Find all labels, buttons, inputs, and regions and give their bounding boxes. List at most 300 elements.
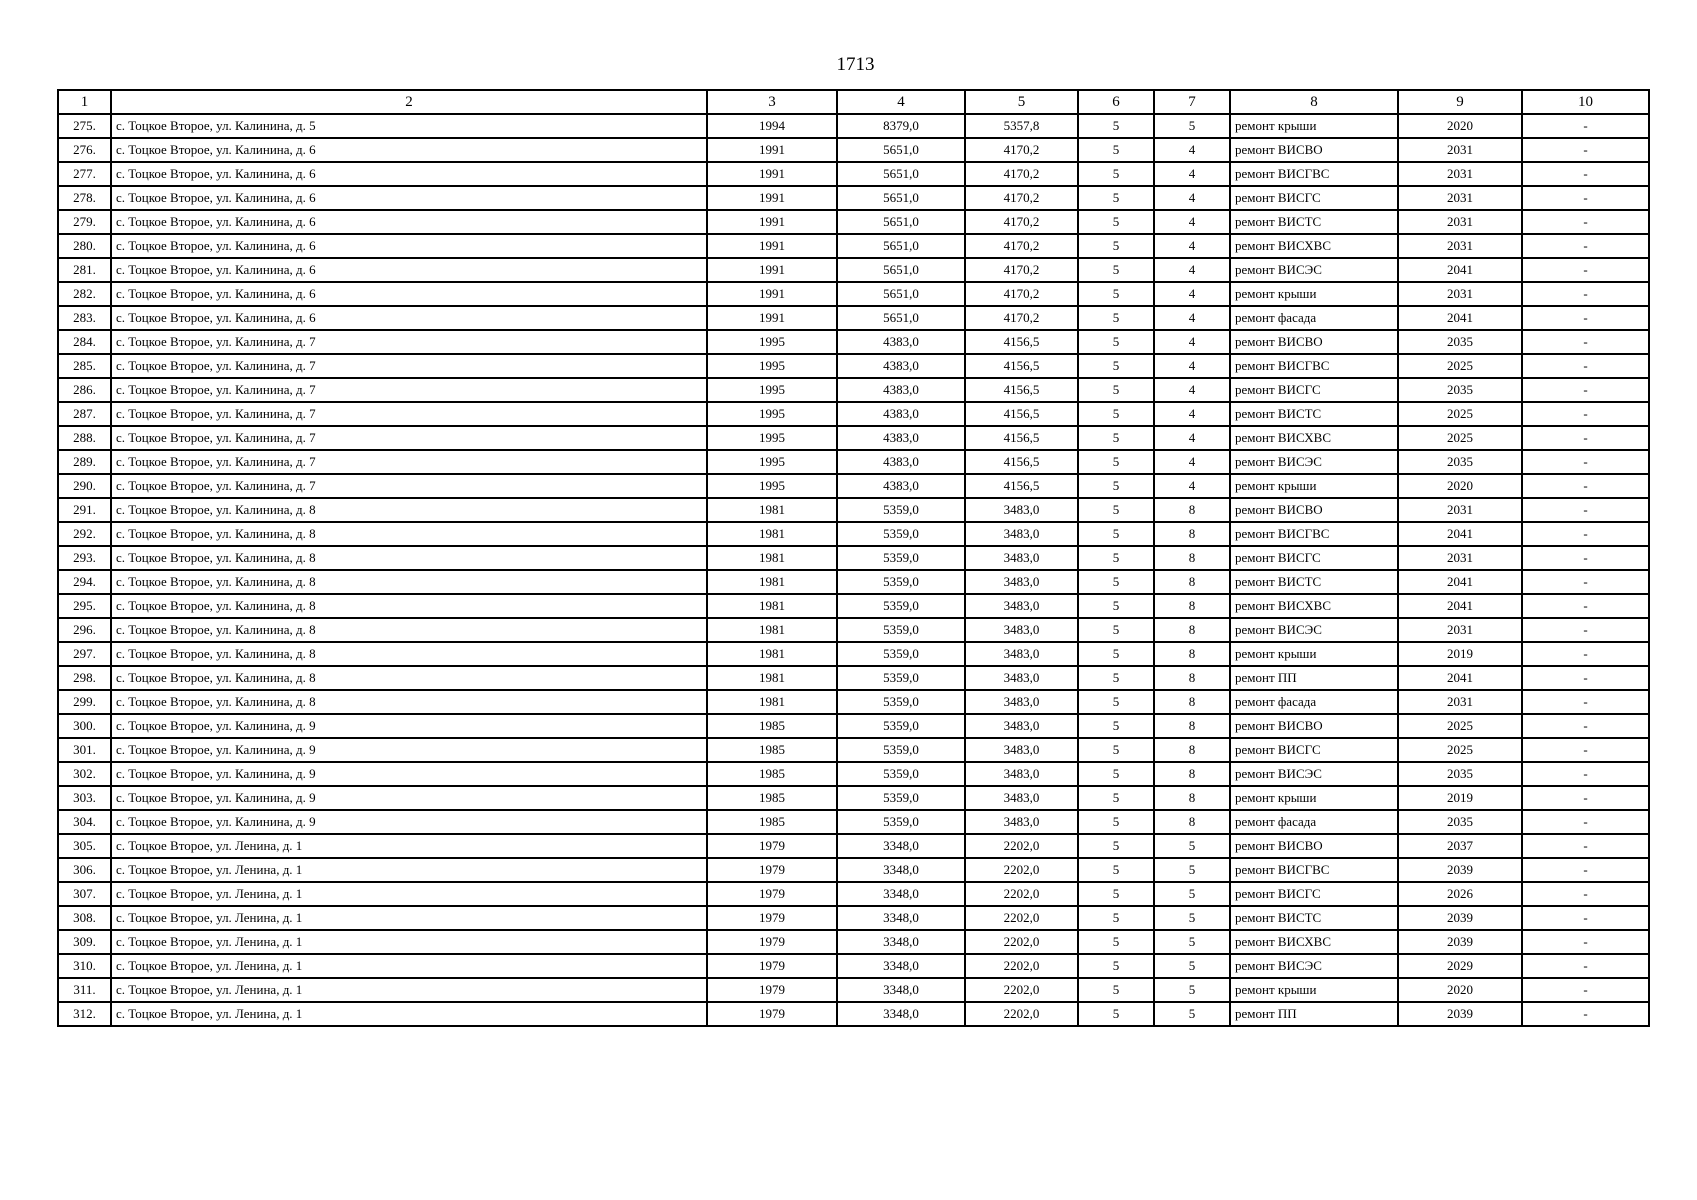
cell-build-year: 1985 [707, 762, 837, 786]
cell-planned-year: 2020 [1398, 978, 1522, 1002]
cell-floors: 5 [1078, 402, 1154, 426]
cell-build-year: 1985 [707, 714, 837, 738]
cell-entrances: 8 [1154, 714, 1230, 738]
cell-entrances: 8 [1154, 594, 1230, 618]
cell-work-type: ремонт крыши [1230, 786, 1398, 810]
cell-row-number: 295. [58, 594, 111, 618]
table-row [58, 762, 1649, 786]
cell-work-type: ремонт ВИСВО [1230, 498, 1398, 522]
cell-row-number: 279. [58, 210, 111, 234]
cell-note: - [1522, 1002, 1649, 1026]
cell-build-year: 1995 [707, 354, 837, 378]
cell-planned-year: 2031 [1398, 210, 1522, 234]
cell-total-area: 5651,0 [837, 234, 965, 258]
cell-address: с. Тоцкое Второе, ул. Калинина, д. 9 [111, 786, 707, 810]
cell-planned-year: 2020 [1398, 474, 1522, 498]
cell-floors: 5 [1078, 186, 1154, 210]
cell-floors: 5 [1078, 306, 1154, 330]
cell-address: с. Тоцкое Второе, ул. Ленина, д. 1 [111, 858, 707, 882]
cell-build-year: 1991 [707, 282, 837, 306]
cell-entrances: 8 [1154, 738, 1230, 762]
cell-floors: 5 [1078, 906, 1154, 930]
cell-row-number: 303. [58, 786, 111, 810]
cell-planned-year: 2026 [1398, 882, 1522, 906]
cell-work-type: ремонт ВИСЭС [1230, 450, 1398, 474]
cell-note: - [1522, 690, 1649, 714]
cell-living-area: 2202,0 [965, 930, 1078, 954]
cell-living-area: 3483,0 [965, 618, 1078, 642]
cell-entrances: 5 [1154, 834, 1230, 858]
column-header: 1 [58, 90, 111, 114]
cell-planned-year: 2029 [1398, 954, 1522, 978]
cell-work-type: ремонт ВИСГС [1230, 738, 1398, 762]
cell-address: с. Тоцкое Второе, ул. Калинина, д. 8 [111, 618, 707, 642]
column-header: 9 [1398, 90, 1522, 114]
cell-note: - [1522, 906, 1649, 930]
cell-total-area: 5651,0 [837, 282, 965, 306]
registry-table [57, 89, 1650, 1027]
cell-total-area: 5359,0 [837, 642, 965, 666]
cell-planned-year: 2031 [1398, 282, 1522, 306]
page-number: 1713 [836, 54, 875, 75]
cell-floors: 5 [1078, 954, 1154, 978]
cell-living-area: 4156,5 [965, 450, 1078, 474]
cell-floors: 5 [1078, 282, 1154, 306]
cell-address: с. Тоцкое Второе, ул. Калинина, д. 6 [111, 306, 707, 330]
cell-living-area: 3483,0 [965, 786, 1078, 810]
table-row [58, 570, 1649, 594]
cell-living-area: 4170,2 [965, 234, 1078, 258]
cell-row-number: 304. [58, 810, 111, 834]
table-row [58, 306, 1649, 330]
cell-address: с. Тоцкое Второе, ул. Калинина, д. 9 [111, 762, 707, 786]
cell-floors: 5 [1078, 810, 1154, 834]
cell-total-area: 5651,0 [837, 210, 965, 234]
cell-total-area: 5651,0 [837, 162, 965, 186]
cell-planned-year: 2019 [1398, 786, 1522, 810]
cell-living-area: 2202,0 [965, 906, 1078, 930]
cell-planned-year: 2035 [1398, 330, 1522, 354]
cell-living-area: 2202,0 [965, 978, 1078, 1002]
cell-living-area: 2202,0 [965, 858, 1078, 882]
cell-total-area: 5359,0 [837, 810, 965, 834]
cell-work-type: ремонт ВИСТС [1230, 570, 1398, 594]
cell-build-year: 1979 [707, 858, 837, 882]
table-row [58, 522, 1649, 546]
cell-entrances: 8 [1154, 810, 1230, 834]
cell-note: - [1522, 954, 1649, 978]
cell-living-area: 3483,0 [965, 498, 1078, 522]
cell-living-area: 3483,0 [965, 762, 1078, 786]
cell-work-type: ремонт ВИСХВС [1230, 426, 1398, 450]
cell-work-type: ремонт ВИСЭС [1230, 954, 1398, 978]
cell-note: - [1522, 474, 1649, 498]
table-row [58, 1002, 1649, 1026]
cell-address: с. Тоцкое Второе, ул. Калинина, д. 8 [111, 498, 707, 522]
cell-build-year: 1981 [707, 666, 837, 690]
column-header: 10 [1522, 90, 1649, 114]
table-row [58, 258, 1649, 282]
cell-build-year: 1981 [707, 690, 837, 714]
cell-address: с. Тоцкое Второе, ул. Ленина, д. 1 [111, 882, 707, 906]
cell-address: с. Тоцкое Второе, ул. Ленина, д. 1 [111, 954, 707, 978]
cell-planned-year: 2035 [1398, 762, 1522, 786]
cell-address: с. Тоцкое Второе, ул. Калинина, д. 8 [111, 594, 707, 618]
cell-work-type: ремонт ВИСГС [1230, 546, 1398, 570]
table-row [58, 690, 1649, 714]
cell-build-year: 1995 [707, 450, 837, 474]
cell-planned-year: 2041 [1398, 594, 1522, 618]
cell-floors: 5 [1078, 738, 1154, 762]
table-row [58, 138, 1649, 162]
cell-living-area: 4170,2 [965, 258, 1078, 282]
cell-total-area: 4383,0 [837, 426, 965, 450]
cell-entrances: 4 [1154, 186, 1230, 210]
cell-floors: 5 [1078, 666, 1154, 690]
cell-build-year: 1979 [707, 834, 837, 858]
table-row [58, 834, 1649, 858]
cell-work-type: ремонт ВИСГС [1230, 882, 1398, 906]
cell-note: - [1522, 426, 1649, 450]
cell-living-area: 4170,2 [965, 162, 1078, 186]
cell-address: с. Тоцкое Второе, ул. Калинина, д. 6 [111, 162, 707, 186]
cell-build-year: 1991 [707, 258, 837, 282]
cell-planned-year: 2025 [1398, 714, 1522, 738]
cell-address: с. Тоцкое Второе, ул. Калинина, д. 9 [111, 810, 707, 834]
cell-total-area: 4383,0 [837, 474, 965, 498]
cell-build-year: 1994 [707, 114, 837, 138]
cell-living-area: 3483,0 [965, 738, 1078, 762]
cell-total-area: 5651,0 [837, 258, 965, 282]
cell-note: - [1522, 210, 1649, 234]
cell-floors: 5 [1078, 1002, 1154, 1026]
cell-row-number: 312. [58, 1002, 111, 1026]
cell-total-area: 5359,0 [837, 546, 965, 570]
cell-planned-year: 2025 [1398, 402, 1522, 426]
cell-living-area: 4156,5 [965, 402, 1078, 426]
cell-work-type: ремонт ВИСГС [1230, 378, 1398, 402]
cell-note: - [1522, 882, 1649, 906]
cell-planned-year: 2019 [1398, 642, 1522, 666]
cell-note: - [1522, 186, 1649, 210]
cell-planned-year: 2041 [1398, 522, 1522, 546]
cell-planned-year: 2031 [1398, 186, 1522, 210]
table-row [58, 114, 1649, 138]
column-header: 6 [1078, 90, 1154, 114]
cell-build-year: 1979 [707, 1002, 837, 1026]
cell-floors: 5 [1078, 378, 1154, 402]
column-header: 5 [965, 90, 1078, 114]
cell-build-year: 1991 [707, 186, 837, 210]
cell-row-number: 309. [58, 930, 111, 954]
cell-work-type: ремонт ВИСГВС [1230, 354, 1398, 378]
cell-living-area: 3483,0 [965, 666, 1078, 690]
cell-note: - [1522, 498, 1649, 522]
cell-total-area: 3348,0 [837, 858, 965, 882]
cell-work-type: ремонт ПП [1230, 1002, 1398, 1026]
cell-entrances: 4 [1154, 426, 1230, 450]
cell-row-number: 282. [58, 282, 111, 306]
cell-floors: 5 [1078, 594, 1154, 618]
cell-address: с. Тоцкое Второе, ул. Калинина, д. 8 [111, 690, 707, 714]
cell-living-area: 3483,0 [965, 690, 1078, 714]
cell-floors: 5 [1078, 498, 1154, 522]
cell-build-year: 1981 [707, 546, 837, 570]
cell-row-number: 298. [58, 666, 111, 690]
cell-work-type: ремонт ВИСХВС [1230, 930, 1398, 954]
table-row [58, 882, 1649, 906]
cell-address: с. Тоцкое Второе, ул. Калинина, д. 7 [111, 354, 707, 378]
cell-row-number: 286. [58, 378, 111, 402]
cell-floors: 5 [1078, 834, 1154, 858]
cell-living-area: 4156,5 [965, 426, 1078, 450]
cell-entrances: 8 [1154, 618, 1230, 642]
table-row [58, 714, 1649, 738]
cell-row-number: 280. [58, 234, 111, 258]
table-row [58, 234, 1649, 258]
cell-row-number: 292. [58, 522, 111, 546]
cell-total-area: 5359,0 [837, 762, 965, 786]
cell-address: с. Тоцкое Второе, ул. Калинина, д. 6 [111, 186, 707, 210]
cell-total-area: 3348,0 [837, 930, 965, 954]
cell-living-area: 3483,0 [965, 546, 1078, 570]
table-row [58, 450, 1649, 474]
cell-row-number: 276. [58, 138, 111, 162]
cell-floors: 5 [1078, 786, 1154, 810]
cell-total-area: 5359,0 [837, 690, 965, 714]
cell-total-area: 5359,0 [837, 786, 965, 810]
cell-build-year: 1979 [707, 978, 837, 1002]
cell-row-number: 299. [58, 690, 111, 714]
cell-floors: 5 [1078, 354, 1154, 378]
cell-address: с. Тоцкое Второе, ул. Калинина, д. 6 [111, 282, 707, 306]
cell-work-type: ремонт ВИСХВС [1230, 594, 1398, 618]
cell-note: - [1522, 642, 1649, 666]
cell-work-type: ремонт ПП [1230, 666, 1398, 690]
table-row [58, 738, 1649, 762]
cell-floors: 5 [1078, 762, 1154, 786]
cell-total-area: 4383,0 [837, 402, 965, 426]
cell-build-year: 1991 [707, 306, 837, 330]
cell-note: - [1522, 378, 1649, 402]
table-row [58, 210, 1649, 234]
cell-living-area: 3483,0 [965, 522, 1078, 546]
cell-build-year: 1995 [707, 330, 837, 354]
cell-build-year: 1995 [707, 378, 837, 402]
table-row [58, 978, 1649, 1002]
cell-row-number: 288. [58, 426, 111, 450]
cell-build-year: 1979 [707, 930, 837, 954]
cell-planned-year: 2039 [1398, 906, 1522, 930]
cell-address: с. Тоцкое Второе, ул. Калинина, д. 7 [111, 450, 707, 474]
cell-build-year: 1985 [707, 738, 837, 762]
cell-row-number: 306. [58, 858, 111, 882]
cell-note: - [1522, 714, 1649, 738]
cell-living-area: 4156,5 [965, 378, 1078, 402]
cell-note: - [1522, 786, 1649, 810]
cell-row-number: 302. [58, 762, 111, 786]
cell-build-year: 1991 [707, 234, 837, 258]
cell-planned-year: 2031 [1398, 690, 1522, 714]
cell-entrances: 4 [1154, 234, 1230, 258]
table-row [58, 618, 1649, 642]
cell-total-area: 4383,0 [837, 450, 965, 474]
table-row [58, 546, 1649, 570]
cell-address: с. Тоцкое Второе, ул. Калинина, д. 7 [111, 378, 707, 402]
cell-row-number: 296. [58, 618, 111, 642]
cell-build-year: 1995 [707, 426, 837, 450]
cell-note: - [1522, 234, 1649, 258]
cell-living-area: 2202,0 [965, 1002, 1078, 1026]
cell-floors: 5 [1078, 978, 1154, 1002]
cell-note: - [1522, 330, 1649, 354]
cell-build-year: 1979 [707, 882, 837, 906]
cell-total-area: 5359,0 [837, 594, 965, 618]
cell-note: - [1522, 858, 1649, 882]
cell-planned-year: 2039 [1398, 930, 1522, 954]
cell-work-type: ремонт ВИСГВС [1230, 522, 1398, 546]
cell-entrances: 8 [1154, 666, 1230, 690]
cell-note: - [1522, 666, 1649, 690]
cell-planned-year: 2035 [1398, 810, 1522, 834]
table-row [58, 954, 1649, 978]
cell-note: - [1522, 930, 1649, 954]
cell-entrances: 4 [1154, 354, 1230, 378]
cell-row-number: 275. [58, 114, 111, 138]
cell-planned-year: 2031 [1398, 234, 1522, 258]
cell-address: с. Тоцкое Второе, ул. Калинина, д. 8 [111, 642, 707, 666]
cell-row-number: 297. [58, 642, 111, 666]
cell-row-number: 300. [58, 714, 111, 738]
cell-work-type: ремонт ВИСТС [1230, 402, 1398, 426]
cell-total-area: 5359,0 [837, 714, 965, 738]
table-row [58, 402, 1649, 426]
cell-total-area: 4383,0 [837, 354, 965, 378]
cell-planned-year: 2041 [1398, 666, 1522, 690]
cell-planned-year: 2025 [1398, 426, 1522, 450]
cell-address: с. Тоцкое Второе, ул. Калинина, д. 7 [111, 402, 707, 426]
cell-entrances: 8 [1154, 762, 1230, 786]
cell-floors: 5 [1078, 162, 1154, 186]
cell-planned-year: 2020 [1398, 114, 1522, 138]
cell-living-area: 3483,0 [965, 810, 1078, 834]
cell-work-type: ремонт ВИСТС [1230, 906, 1398, 930]
cell-total-area: 3348,0 [837, 834, 965, 858]
cell-note: - [1522, 138, 1649, 162]
cell-work-type: ремонт ВИСГВС [1230, 858, 1398, 882]
cell-floors: 5 [1078, 618, 1154, 642]
cell-total-area: 3348,0 [837, 1002, 965, 1026]
header-row [58, 90, 1649, 114]
column-header: 7 [1154, 90, 1230, 114]
cell-total-area: 5651,0 [837, 186, 965, 210]
cell-living-area: 4170,2 [965, 282, 1078, 306]
cell-work-type: ремонт ВИСЭС [1230, 618, 1398, 642]
cell-work-type: ремонт крыши [1230, 474, 1398, 498]
table-row [58, 906, 1649, 930]
table-row [58, 642, 1649, 666]
cell-entrances: 4 [1154, 282, 1230, 306]
table-row [58, 930, 1649, 954]
table-row [58, 810, 1649, 834]
cell-address: с. Тоцкое Второе, ул. Калинина, д. 8 [111, 522, 707, 546]
cell-row-number: 281. [58, 258, 111, 282]
cell-planned-year: 2035 [1398, 450, 1522, 474]
column-header: 4 [837, 90, 965, 114]
cell-build-year: 1985 [707, 786, 837, 810]
cell-note: - [1522, 114, 1649, 138]
table-row [58, 474, 1649, 498]
cell-living-area: 4170,2 [965, 186, 1078, 210]
cell-note: - [1522, 450, 1649, 474]
cell-entrances: 4 [1154, 306, 1230, 330]
cell-address: с. Тоцкое Второе, ул. Ленина, д. 1 [111, 834, 707, 858]
cell-planned-year: 2041 [1398, 570, 1522, 594]
cell-floors: 5 [1078, 642, 1154, 666]
cell-build-year: 1981 [707, 570, 837, 594]
cell-work-type: ремонт ВИСВО [1230, 330, 1398, 354]
cell-total-area: 3348,0 [837, 906, 965, 930]
cell-work-type: ремонт фасада [1230, 810, 1398, 834]
cell-entrances: 8 [1154, 690, 1230, 714]
cell-work-type: ремонт крыши [1230, 978, 1398, 1002]
cell-work-type: ремонт ВИСВО [1230, 834, 1398, 858]
cell-entrances: 8 [1154, 786, 1230, 810]
cell-entrances: 8 [1154, 570, 1230, 594]
cell-planned-year: 2041 [1398, 258, 1522, 282]
cell-build-year: 1981 [707, 642, 837, 666]
cell-total-area: 4383,0 [837, 330, 965, 354]
cell-address: с. Тоцкое Второе, ул. Калинина, д. 8 [111, 666, 707, 690]
cell-entrances: 5 [1154, 954, 1230, 978]
cell-planned-year: 2041 [1398, 306, 1522, 330]
cell-row-number: 278. [58, 186, 111, 210]
cell-note: - [1522, 810, 1649, 834]
cell-total-area: 5651,0 [837, 306, 965, 330]
cell-build-year: 1979 [707, 906, 837, 930]
cell-row-number: 310. [58, 954, 111, 978]
cell-floors: 5 [1078, 930, 1154, 954]
cell-entrances: 4 [1154, 402, 1230, 426]
cell-floors: 5 [1078, 858, 1154, 882]
cell-work-type: ремонт ВИСХВС [1230, 234, 1398, 258]
cell-floors: 5 [1078, 474, 1154, 498]
cell-entrances: 5 [1154, 930, 1230, 954]
cell-note: - [1522, 402, 1649, 426]
cell-total-area: 5359,0 [837, 570, 965, 594]
cell-living-area: 4156,5 [965, 474, 1078, 498]
cell-note: - [1522, 258, 1649, 282]
cell-living-area: 4156,5 [965, 354, 1078, 378]
cell-total-area: 5359,0 [837, 666, 965, 690]
cell-entrances: 4 [1154, 450, 1230, 474]
cell-row-number: 285. [58, 354, 111, 378]
cell-work-type: ремонт ВИСВО [1230, 138, 1398, 162]
cell-floors: 5 [1078, 426, 1154, 450]
cell-row-number: 308. [58, 906, 111, 930]
cell-address: с. Тоцкое Второе, ул. Калинина, д. 6 [111, 138, 707, 162]
cell-address: с. Тоцкое Второе, ул. Калинина, д. 5 [111, 114, 707, 138]
cell-planned-year: 2031 [1398, 138, 1522, 162]
cell-address: с. Тоцкое Второе, ул. Калинина, д. 7 [111, 426, 707, 450]
cell-address: с. Тоцкое Второе, ул. Калинина, д. 6 [111, 258, 707, 282]
cell-note: - [1522, 570, 1649, 594]
cell-row-number: 277. [58, 162, 111, 186]
cell-build-year: 1995 [707, 402, 837, 426]
cell-note: - [1522, 162, 1649, 186]
cell-build-year: 1981 [707, 618, 837, 642]
cell-floors: 5 [1078, 570, 1154, 594]
